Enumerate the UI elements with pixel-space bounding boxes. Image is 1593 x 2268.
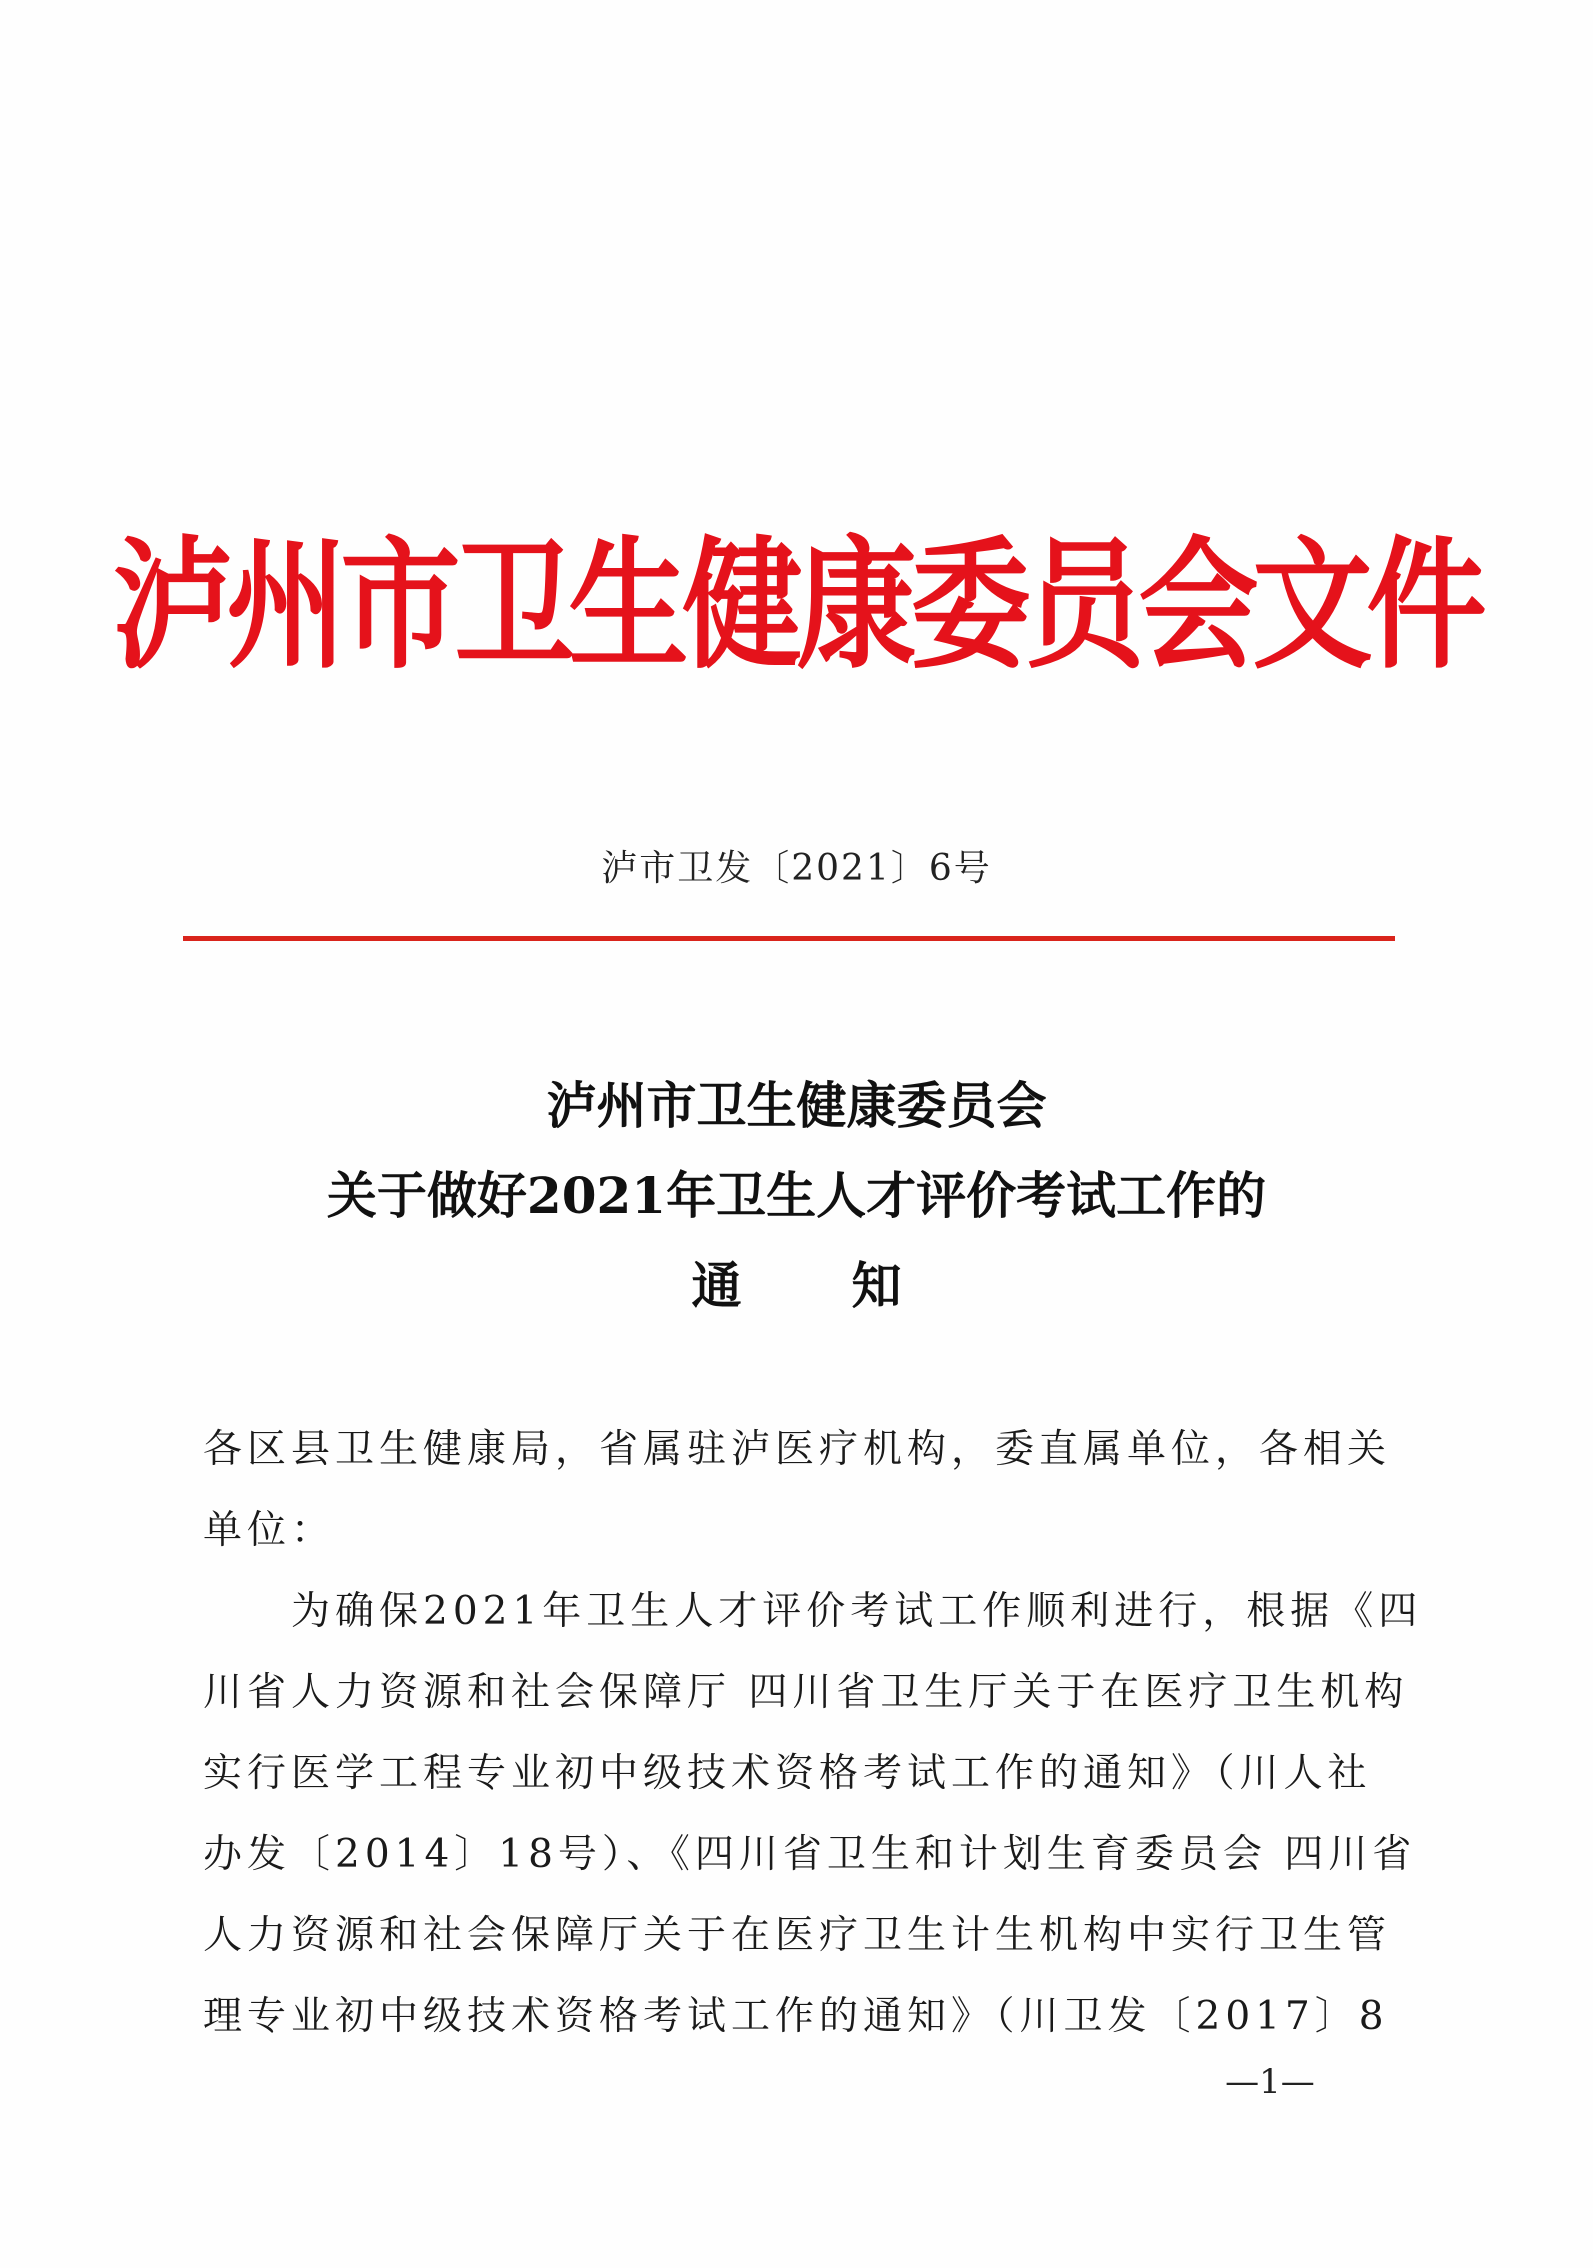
red-divider-line	[183, 936, 1395, 941]
document-header-banner: 泸州市卫生健康委员会文件	[112, 522, 1481, 689]
body-line: 理专业初中级技术资格考试工作的通知》（川卫发〔2017〕8	[203, 1994, 1389, 2039]
title-line-3: 通知	[691, 1256, 1012, 1315]
body-line: 办发〔2014〕18号）、《四川省卫生和计划生育委员会 四川省	[203, 1832, 1417, 1877]
body-line: 各区县卫生健康局，省属驻泸医疗机构，委直属单位，各相关	[203, 1427, 1392, 1472]
body-line: 单位：	[203, 1508, 336, 1553]
body-line: 为确保2021年卫生人才评价考试工作顺利进行，根据《四	[203, 1589, 1423, 1634]
title-line-2: 关于做好2021年卫生人才评价考试工作的	[326, 1166, 1267, 1225]
title-line-1: 泸州市卫生健康委员会	[546, 1076, 1047, 1135]
body-line: 实行医学工程专业初中级技术资格考试工作的通知》（川人社	[203, 1751, 1372, 1796]
document-number: 泸市卫发〔2021〕6号	[601, 848, 992, 889]
page-number: —1—	[1225, 2062, 1315, 2102]
body-line: 川省人力资源和社会保障厅 四川省卫生厅关于在医疗卫生机构	[203, 1670, 1409, 1715]
body-line: 人力资源和社会保障厅关于在医疗卫生计生机构中实行卫生管	[203, 1913, 1392, 1958]
